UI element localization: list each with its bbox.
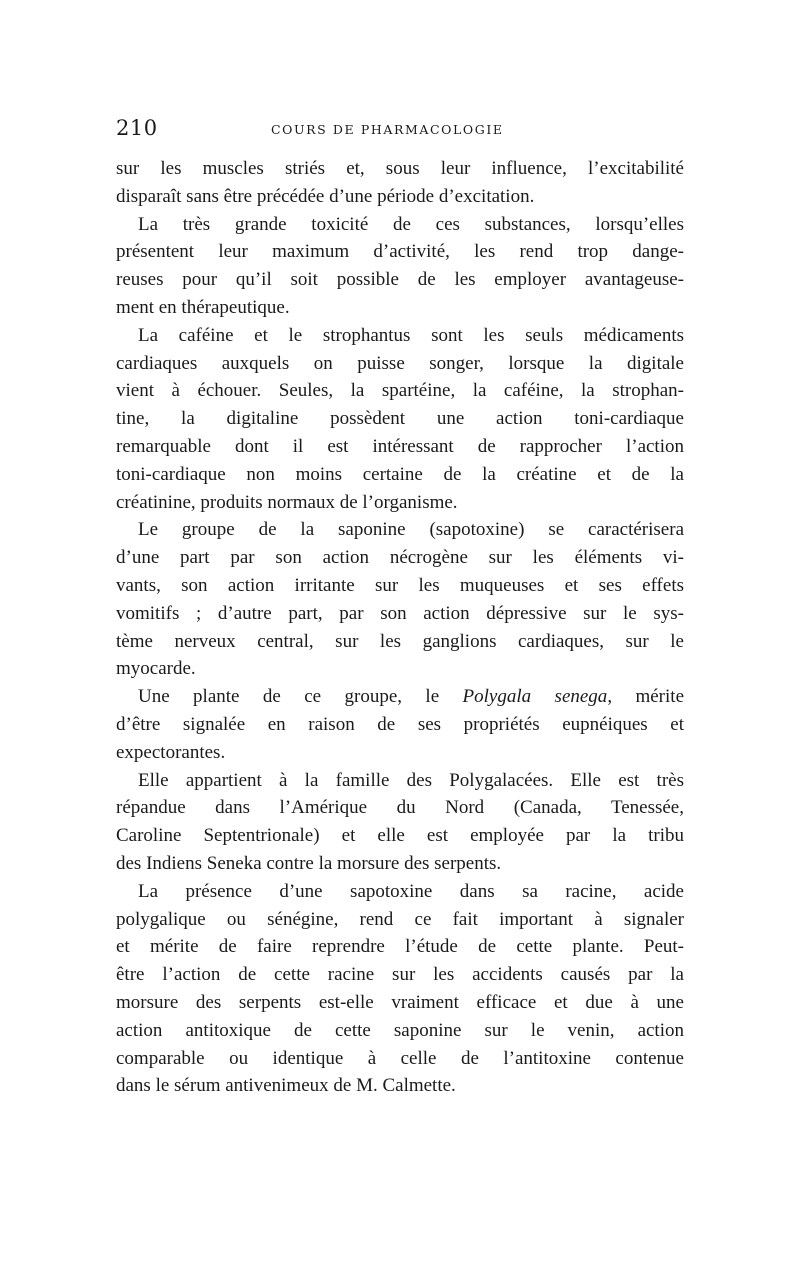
text-line: répandue dans l’Amérique du Nord (Canada, Tenessée, bbox=[116, 797, 684, 819]
italic-species-name: Polygala senega bbox=[462, 686, 608, 708]
text-line: comparable ou identique à celle de l’antitoxine contenue bbox=[116, 1047, 684, 1069]
text-line: vient à échouer. Seules, la spartéine, la caféine, la strophan- bbox=[116, 380, 684, 402]
text-line: toni-cardiaque non moins certaine de la créatine et de la bbox=[116, 463, 684, 485]
body-text bbox=[116, 155, 684, 1100]
text-line: La caféine et le strophantus sont les seuls médicaments bbox=[138, 324, 684, 346]
text-line: d’une part par son action nécrogène sur les éléments vi- bbox=[116, 547, 684, 569]
text-line: et mérite de faire reprendre l’étude de cette plante. Peut- bbox=[116, 936, 684, 958]
text-line: cardiaques auxquels on puisse songer, lorsque la digitale bbox=[116, 352, 684, 374]
text-line: morsure des serpents est-elle vraiment efficace et due à une bbox=[116, 991, 684, 1013]
text-line: La présence d’une sapotoxine dans sa racine, acide bbox=[138, 880, 684, 902]
text-line: reuses pour qu’il soit possible de les employer avantageuse- bbox=[116, 269, 684, 291]
text-line: tine, la digitaline possèdent une action toni-cardiaque bbox=[116, 408, 684, 430]
text-line: remarquable dont il est intéressant de rapprocher l’action bbox=[116, 435, 684, 457]
text-line: myocarde. bbox=[116, 658, 196, 680]
page-number: 210 bbox=[116, 116, 158, 140]
text-line: Caroline Septentrionale) et elle est employée par la tribu bbox=[116, 825, 684, 847]
text-line: Le groupe de la saponine (sapotoxine) se caractérisera bbox=[138, 519, 684, 541]
text-line: vants, son action irritante sur les muqueuses et ses effets bbox=[116, 574, 684, 596]
text-line: La très grande toxicité de ces substances, lorsqu’elles bbox=[138, 213, 684, 235]
text-line: dans le sérum antivenimeux de M. Calmette. bbox=[116, 1075, 456, 1097]
text-segment: , mérite bbox=[607, 686, 684, 708]
text-line: être l’action de cette racine sur les accidents causés par la bbox=[116, 964, 684, 986]
text-line: présentent leur maximum d’activité, les rend trop dange- bbox=[116, 241, 684, 263]
text-line: polygalique ou sénégine, rend ce fait important à signaler bbox=[116, 908, 684, 930]
page-header bbox=[116, 116, 684, 146]
text-line: créatinine, produits normaux de l’organisme. bbox=[116, 491, 458, 513]
text-line: Elle appartient à la famille des Polygalacées. Elle est très bbox=[138, 769, 684, 791]
running-title: COURS DE PHARMACOLOGIE bbox=[271, 122, 504, 137]
text-line: vomitifs ; d’autre part, par son action dépressive sur le sys- bbox=[116, 602, 684, 624]
text-line: sur les muscles striés et, sous leur influence, l’excitabilité bbox=[116, 158, 684, 179]
text-line: d’être signalée en raison de ses propriétés eupnéiques et bbox=[116, 713, 684, 735]
text-segment: Une plante de ce groupe, le bbox=[138, 686, 463, 708]
text-line: des Indiens Seneka contre la morsure des serpents. bbox=[116, 852, 502, 874]
text-line: ment en thérapeutique. bbox=[116, 296, 290, 318]
text-line: disparaît sans être précédée d’une période d’excitation. bbox=[116, 185, 535, 207]
text-line: tème nerveux central, sur les ganglions cardiaques, sur le bbox=[116, 630, 684, 652]
text-line: action antitoxique de cette saponine sur le venin, action bbox=[116, 1019, 684, 1041]
text-line bbox=[116, 683, 684, 711]
text-line: expectorantes. bbox=[116, 741, 226, 763]
